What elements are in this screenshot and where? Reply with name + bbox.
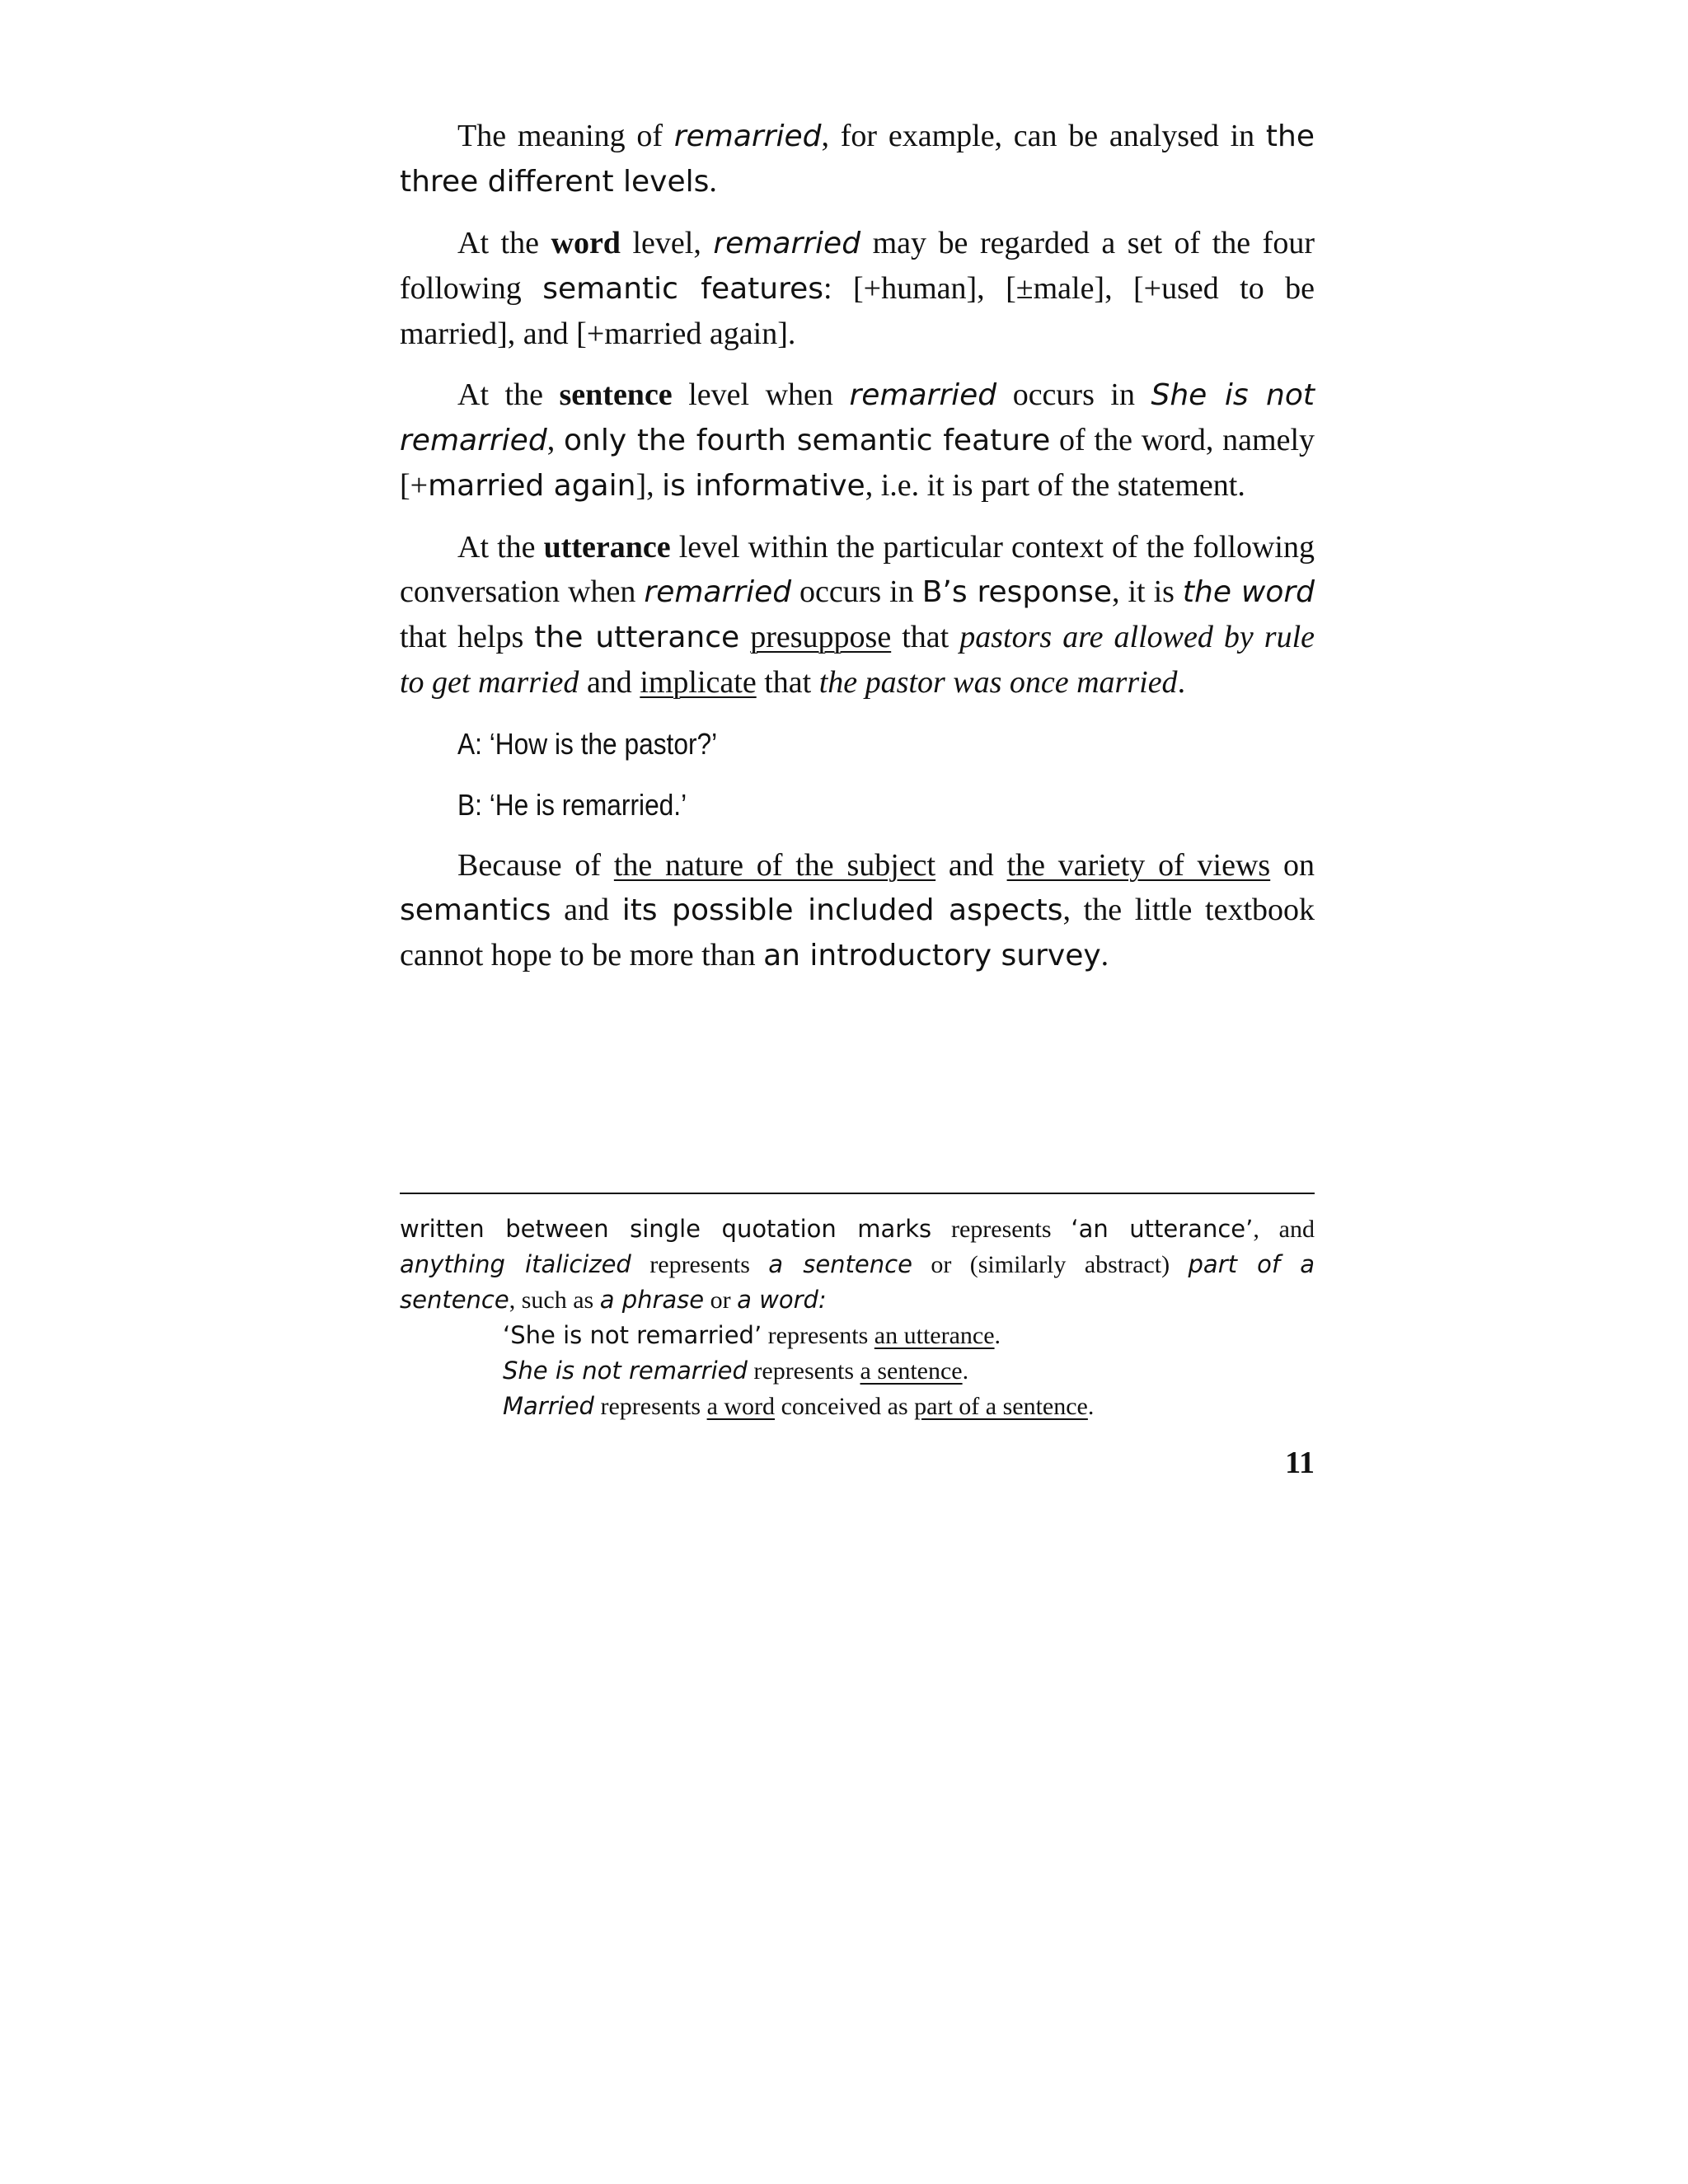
text-run-plain: that helps [400, 620, 535, 654]
text-run-plain: ], [635, 468, 663, 503]
text-run-term: is informative [662, 469, 865, 503]
text-run-term: married again [428, 469, 636, 503]
text-run-bold: word [551, 226, 621, 260]
main-text-column [400, 114, 1315, 995]
dialogue-line-b: B: ‘He is remarried.’ [457, 788, 687, 822]
text-run-term-italic: remarried [673, 120, 822, 153]
text-run-plain: level when [672, 377, 850, 412]
text-run-term: single quotation marks [630, 1215, 932, 1243]
text-run-plain: and [579, 665, 640, 700]
text-run-plain: , the little textbook cannot hope to be more than [400, 893, 1315, 972]
text-run-plain: , for example, can be analysed in [821, 119, 1266, 153]
paragraph-sentence-level [400, 373, 1315, 509]
text-run-plain: . [1100, 938, 1109, 972]
text-run-plain: represents [931, 1216, 1071, 1243]
text-run-plain: represents [593, 1393, 707, 1420]
paragraph-utterance-level [400, 525, 1315, 705]
text-run-plain: or (similarly abstract) [912, 1251, 1189, 1278]
text-run-plain: , [546, 423, 564, 457]
page-number: 11 [1285, 1446, 1315, 1480]
text-run-underline: a sentence [860, 1357, 963, 1385]
text-run-term-italic: She is not remarried [503, 1357, 748, 1385]
text-run-term-italic: part of a sentence [400, 1250, 1315, 1314]
text-run-plain: At the [457, 377, 560, 412]
text-run-plain: may be regarded a set of the four following [400, 226, 1315, 306]
text-run-plain: Because of [457, 848, 614, 883]
text-run-plain: At the [457, 530, 544, 565]
text-run-plain: At the [457, 226, 551, 260]
text-run-plain: . [994, 1322, 1001, 1349]
text-run-term: semantic features [542, 272, 824, 306]
text-run-plain: . [1177, 665, 1186, 700]
text-run-bold: utterance [543, 530, 671, 565]
text-run-term: the three different levels [400, 120, 1315, 199]
text-run-plain: , such as [509, 1286, 600, 1314]
text-run-term: the utterance [534, 621, 740, 654]
text-run-plain [739, 620, 750, 654]
text-run-underline: a word [706, 1393, 776, 1420]
text-run-plain: level within the particular context of the following conversation when [400, 530, 1315, 609]
text-run-underline: implicate [640, 665, 757, 700]
text-run-plain: and [551, 893, 622, 927]
paragraph-remarried-levels [400, 114, 1315, 204]
text-run-plain: . [1087, 1393, 1095, 1420]
text-run-term-italic: remarried [713, 227, 861, 260]
footnote-example-utterance [503, 1318, 1315, 1353]
text-run-plain: , it is [1112, 574, 1183, 609]
text-run-term-italic: a sentence [768, 1250, 912, 1278]
text-run-plain: that [891, 620, 960, 654]
text-run-underline: the variety of views [1006, 848, 1271, 883]
text-run-term-italic: She is not remarried [400, 378, 1315, 457]
footnote [400, 1212, 1315, 1424]
text-run-plain: of the word, namely [+ [400, 423, 1315, 503]
text-run-plain: , and [1253, 1216, 1315, 1243]
text-run-underline: part of a sentence [914, 1393, 1088, 1420]
text-run-plain: or [704, 1286, 738, 1314]
text-run-italic: pastors are allowed by rule to get married [400, 620, 1315, 700]
text-run-plain: represents [762, 1322, 874, 1349]
text-run-plain: on [1270, 848, 1315, 883]
text-run-term-italic: a word: [737, 1286, 827, 1314]
text-run-term: ‘She is not remarried’ [503, 1321, 762, 1349]
text-run-plain: . [962, 1357, 969, 1385]
text-run-underline: presuppose [750, 620, 892, 654]
text-run-term-italic: the word [1182, 575, 1315, 609]
text-run-term: an introductory survey [763, 939, 1101, 972]
footnote-example-word [503, 1389, 1315, 1424]
text-run-term-italic: remarried [644, 575, 792, 609]
footnote-intro [400, 1212, 1315, 1318]
text-run-term: written between [400, 1215, 631, 1243]
text-run-plain: level, [620, 226, 714, 260]
text-run-italic: the pastor was once married [818, 665, 1178, 700]
paragraph-textbook-scope [400, 843, 1315, 978]
text-run-plain: . [709, 164, 717, 199]
text-run-underline: an utterance [874, 1322, 995, 1349]
footnote-divider [400, 1193, 1315, 1194]
text-run-plain: represents [631, 1251, 769, 1278]
footnote-example-sentence [503, 1353, 1315, 1389]
text-run-term-italic: remarried [849, 378, 997, 412]
text-run-underline: the nature of the subject [613, 848, 936, 883]
text-run-plain: occurs in [791, 574, 922, 609]
text-run-term-italic: anything italicized [400, 1250, 631, 1278]
text-run-plain: conceived as [775, 1393, 915, 1420]
text-run-term: its possible included aspects [621, 893, 1063, 927]
text-run-term-italic: Married [503, 1392, 594, 1420]
text-run-term: ‘an utterance’ [1071, 1215, 1254, 1243]
text-run-term: B’s response [921, 575, 1113, 609]
text-run-plain: that [756, 665, 819, 700]
text-run-term-italic: a phrase [599, 1286, 705, 1314]
text-run-plain: represents [747, 1357, 860, 1385]
text-run-term: semantics [400, 893, 551, 927]
text-run-plain: and [935, 848, 1007, 883]
text-run-plain: , i.e. it is part of the statement. [865, 468, 1245, 503]
text-run-bold: sentence [559, 377, 673, 412]
paragraph-word-level [400, 221, 1315, 356]
text-run-plain: The meaning of [457, 119, 674, 153]
text-run-plain: : [+human], [±male], [+used to be married], and [+married again]. [400, 271, 1315, 351]
dialogue-line-a: A: ‘How is the pastor?’ [457, 727, 718, 761]
text-run-plain: occurs in [996, 377, 1151, 412]
text-run-term: only the fourth semantic feature [564, 424, 1051, 457]
